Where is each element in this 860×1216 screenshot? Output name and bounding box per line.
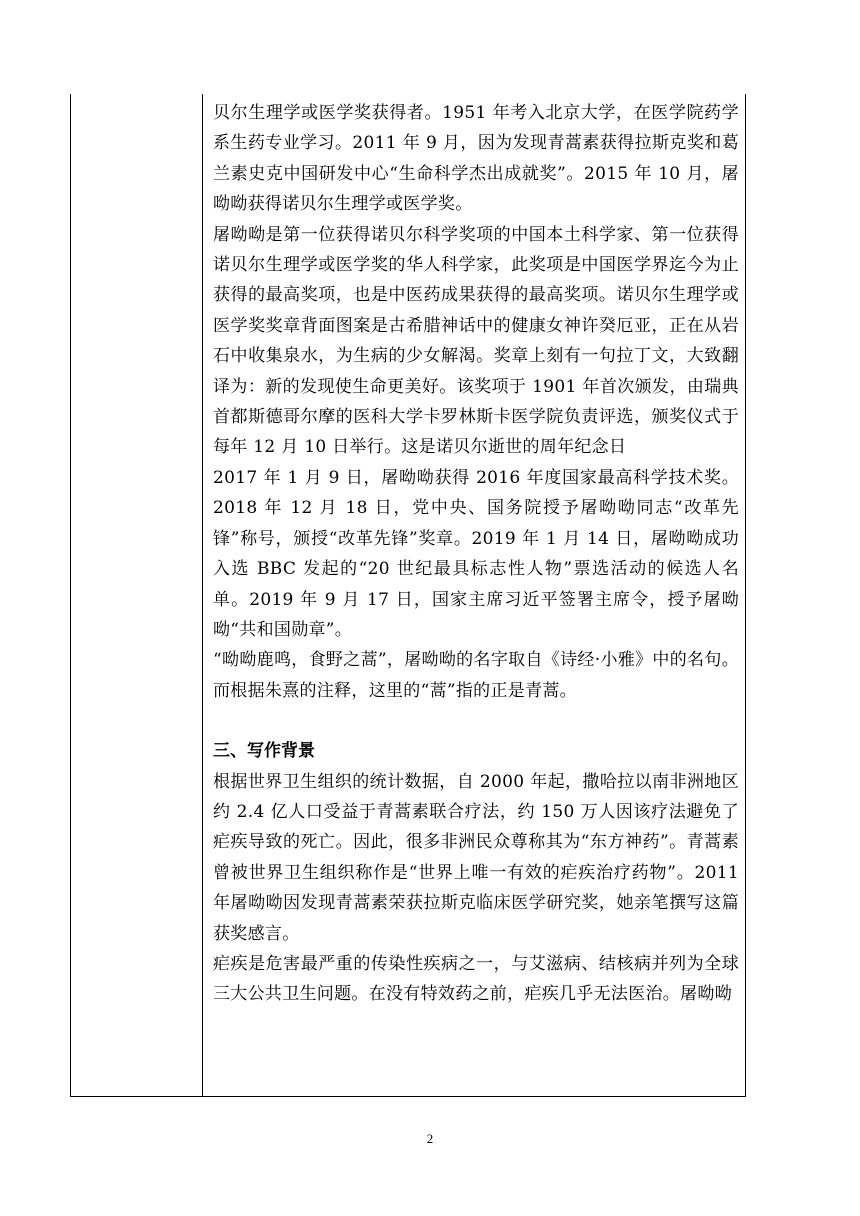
paragraph-name-origin: “呦呦鹿鸣，食野之蒿”，屠呦呦的名字取自《诗经·小雅》中的名句。而根据朱熹的注释，这里的“蒿”指的正是青蒿。 (213, 650, 739, 701)
paragraph-later-honors: 2017 年 1 月 9 日，屠呦呦获得 2016 年度国家最高科学技术奖。2018 年 12 月 18 日，党中央、国务院授予屠呦呦同志“改革先锋”称号，颁授“改革先锋”奖章。2019 年 1 月 14 日，屠呦呦成功入选 BBC 发起的“20 世纪最具标志性人物”票选活动的候选人名单。2019 年 9 月 17 日，国家主席习近平签署主席令，授予屠呦呦“共和国勋章”。 (213, 467, 739, 640)
paragraph-nobel-significance: 屠呦呦是第一位获得诺贝尔科学奖项的中国本土科学家、第一位获得诺贝尔生理学或医学奖的华人科学家，此奖项是中国医学界迄今为止获得的最高奖项，也是中医药成果获得的最高奖项。诺贝尔生理学或医学奖奖章背面图案是古希腊神话中的健康女神许癸厄亚，正在从岩石中收集泉水，为生病的少女解渴。奖章上刻有一句拉丁文，大致翻译为：新的发现使生命更美好。该奖项于 1901 年首次颁发，由瑞典首都斯德哥尔摩的医科大学卡罗林斯卡医学院负责评选，颁奖仪式于每年 12 月 10 日举行。这是诺贝尔逝世的周年纪念日 (213, 224, 739, 458)
table-label-cell (71, 94, 202, 1096)
paragraph-award-history: 贝尔生理学或医学奖获得者。1951 年考入北京大学，在医学院药学系生药专业学习。2011 年 9 月，因为发现青蒿素获得拉斯克奖和葛兰素史克中国研发中心“生命科学杰出成就奖”。2015 年 10 月，屠呦呦获得诺贝尔生理学或医学奖。 (213, 103, 739, 215)
table-content-cell (213, 98, 739, 1010)
paragraph-who-statistics: 根据世界卫生组织的统计数据，自 2000 年起，撒哈拉以南非洲地区约 2.4 亿人口受益于青蒿素联合疗法，约 150 万人因该疗法避免了疟疾导致的死亡。因此，很多非洲民众尊称其为“东方神药”。青蒿素曾被世界卫生组织称作是“世界上唯一有效的疟疾治疗药物”。2011 年屠呦呦因发现青蒿素荣获拉斯克临床医学研究奖，她亲笔撰写这篇获奖感言。 (213, 771, 739, 944)
paragraph-malaria-intro: 疟疾是危害最严重的传染性疾病之一，与艾滋病、结核病并列为全球三大公共卫生问题。在没有特效药之前，疟疾几乎无法医治。屠呦呦 (213, 953, 739, 1005)
page-number: 2 (426, 1131, 434, 1146)
column-divider (202, 94, 203, 1096)
blank-line (213, 706, 739, 736)
section-heading-writing-background: 三、写作背景 (213, 741, 315, 762)
content-table (70, 94, 746, 1097)
